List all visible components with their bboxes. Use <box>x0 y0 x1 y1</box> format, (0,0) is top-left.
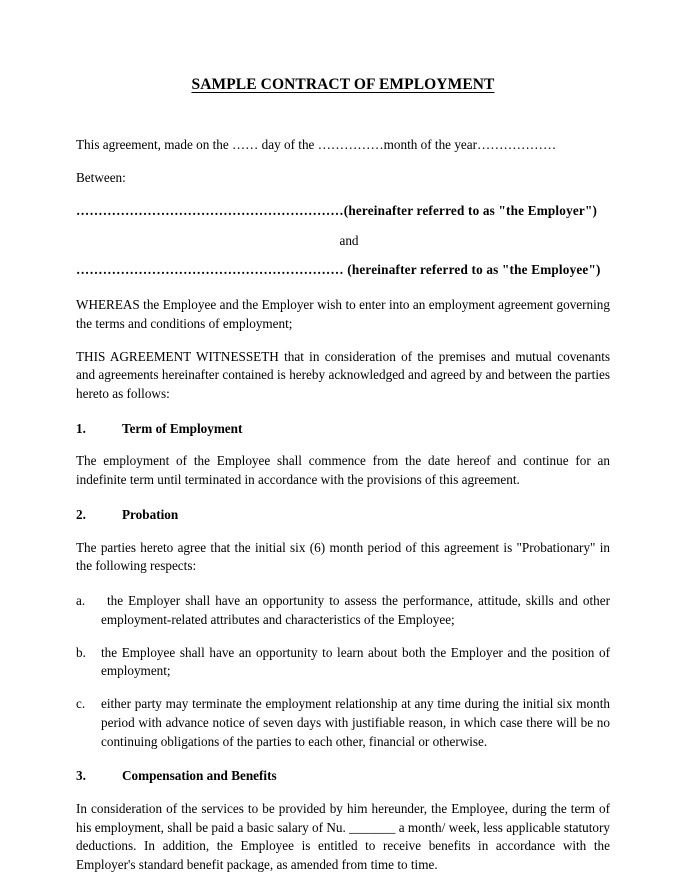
page-title <box>76 0 610 94</box>
between-label: Between: <box>76 170 126 186</box>
list-item-letter: c. <box>76 696 86 712</box>
employer-party-line: ……………………………………………………(hereinafter referred to as "the Employer") <box>76 202 598 218</box>
employee-party-line: …………………………………………………… (hereinafter referred to as "the Employee") <box>76 262 601 278</box>
list-item <box>76 592 610 629</box>
list-item-text: the Employee shall have an opportunity to learn about both the Employer and the position of employment; <box>101 644 610 679</box>
whereas-paragraph: WHEREAS the Employee and the Employer wish to enter into an employment agreement governing the terms and conditions of employment; <box>76 297 610 331</box>
list-item-text: the Employer shall have an opportunity to assess the performance, attitude, skills and other employment-related attributes and characteristics of the Employee; <box>101 593 610 627</box>
section-title: Probation <box>122 506 179 522</box>
list-item-letter: b. <box>76 644 86 660</box>
section-title: Term of Employment <box>122 420 243 436</box>
list-item-letter: a. <box>76 593 86 609</box>
section-title: Compensation and Benefits <box>122 768 277 784</box>
section-number: 2. <box>76 506 86 522</box>
witnesseth-paragraph: THIS AGREEMENT WITNESSETH that in consideration of the premises and mutual covenants and agreements hereinafter contained is hereby acknowledged and agreed by and between the parties hereto as follows: <box>76 348 610 401</box>
section-heading-compensation-and-benefits <box>76 767 610 786</box>
section-body-compensation-and-benefits: In consideration of the services to be provided by him hereunder, the Employee, during the term of his employment, shall be paid a basic salary of Nu. _______ a month/ week, less applicable statutory deductions. In addition, the Employee is entitled to receive benefits in accordance with the Employer's standard benefit package, as amended from time to time. <box>76 801 610 873</box>
section-body-probation: The parties hereto agree that the initial six (6) month period of this agreement is "Probationary" in the following respects: <box>76 539 610 574</box>
page-title-text: SAMPLE CONTRACT OF EMPLOYMENT <box>191 76 495 93</box>
section-number: 1. <box>76 420 86 436</box>
section-heading-term-of-employment <box>76 420 610 439</box>
list-item-text: either party may terminate the employment relationship at any time during the initial six month period with advance notice of seven days with justifiable reason, in which case there will be no continuing obligations of the parties to each other, financial or otherwise. <box>101 696 610 749</box>
section-number: 3. <box>76 768 86 784</box>
agreement-intro-line: This agreement, made on the …… day of the ……………month of the year……………… <box>76 137 557 153</box>
section-heading-probation <box>76 506 610 525</box>
and-label: and <box>339 232 359 248</box>
list-item <box>76 644 610 681</box>
document-body <box>76 0 610 875</box>
list-item <box>76 695 610 751</box>
section-body-term-of-employment: The employment of the Employee shall commence from the date hereof and continue for an indefinite term until terminated in accordance with the provisions of this agreement. <box>76 453 610 488</box>
